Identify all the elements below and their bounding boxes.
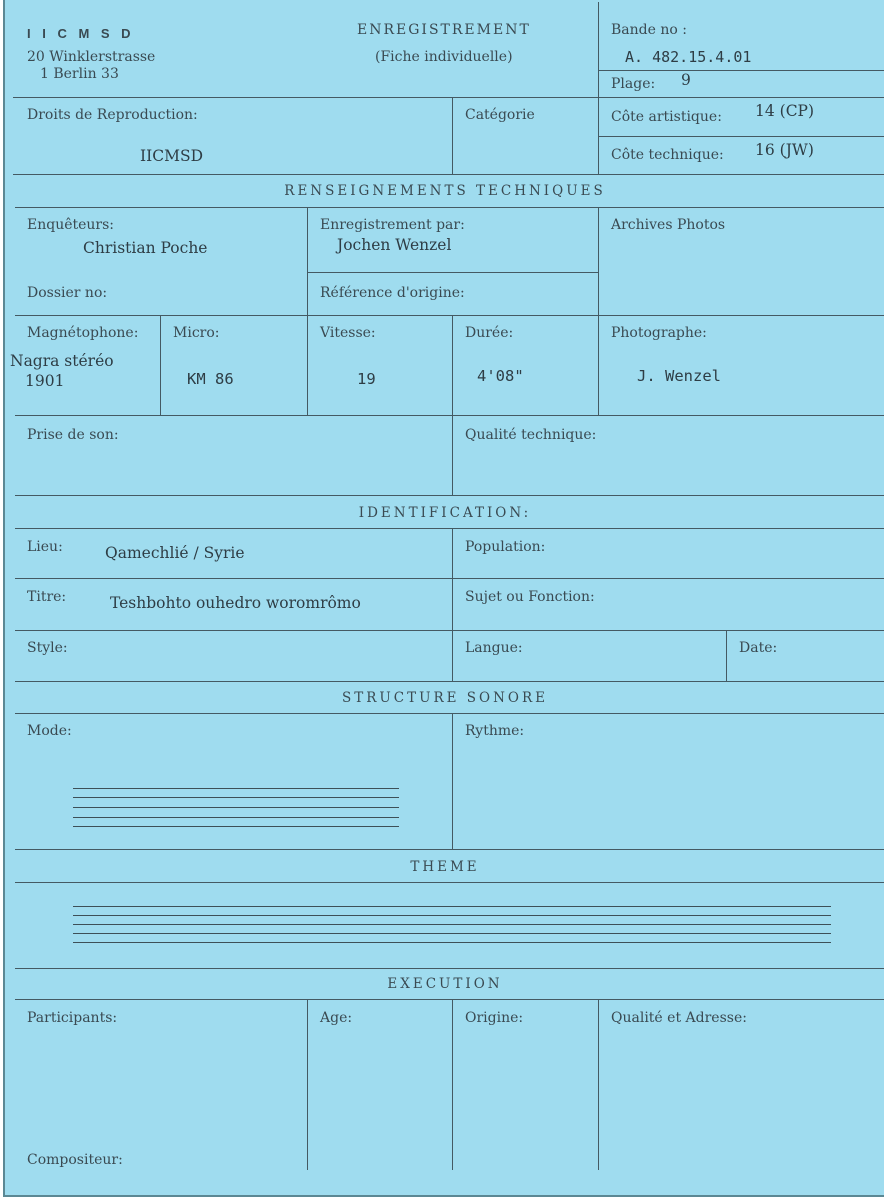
origine-label: Origine: [465, 1010, 524, 1026]
lieu-label: Lieu: [27, 539, 63, 555]
qualite-technique-label: Qualité technique: [465, 427, 597, 443]
section-theme: THEME [410, 859, 480, 875]
org-name: I I C M S D [27, 26, 135, 41]
photographe-value: J. Wenzel [637, 367, 721, 385]
enqueteurs-label: Enquêteurs: [27, 217, 115, 233]
address-line-2: 1 Berlin 33 [40, 66, 119, 82]
categorie-label: Catégorie [465, 107, 535, 123]
participants-label: Participants: [27, 1010, 118, 1026]
titre-value: Teshbohto ouhedro woromrômo [110, 594, 361, 612]
reference-origine-label: Référence d'origine: [320, 285, 465, 301]
lieu-value: Qamechlié / Syrie [105, 544, 245, 562]
form-subtitle: (Fiche individuelle) [375, 49, 513, 65]
bande-label: Bande no : [611, 22, 687, 38]
section-structure-sonore: STRUCTURE SONORE [341, 690, 549, 706]
age-label: Age: [320, 1010, 353, 1026]
langue-label: Langue: [465, 640, 523, 656]
droits-value: IICMSD [140, 147, 204, 165]
archives-photos-label: Archives Photos [611, 217, 726, 233]
micro-label: Micro: [173, 325, 220, 341]
plage-label: Plage: [611, 76, 656, 92]
enqueteurs-value: Christian Poche [83, 239, 208, 257]
population-label: Population: [465, 539, 546, 555]
mode-label: Mode: [27, 723, 72, 739]
vitesse-label: Vitesse: [320, 325, 376, 341]
magnetophone-label: Magnétophone: [27, 325, 139, 341]
duree-value: 4'08" [477, 367, 524, 385]
duree-label: Durée: [465, 325, 514, 341]
rythme-label: Rythme: [465, 723, 525, 739]
magnetophone-value-2: 1901 [25, 372, 65, 390]
date-label: Date: [739, 640, 778, 656]
micro-value: KM 86 [187, 370, 234, 388]
cote-artistique-value: 14 (CP) [755, 102, 815, 120]
compositeur-label: Compositeur: [27, 1152, 123, 1168]
form-title: ENREGISTREMENT [357, 22, 531, 38]
cote-artistique-label: Côte artistique: [611, 109, 722, 125]
section-execution: EXECUTION [387, 976, 503, 992]
titre-label: Titre: [27, 589, 67, 605]
enregistrement-par-label: Enregistrement par: [320, 217, 465, 233]
vitesse-value: 19 [357, 370, 376, 388]
style-label: Style: [27, 640, 68, 656]
dossier-label: Dossier no: [27, 285, 108, 301]
section-renseignements-techniques: RENSEIGNEMENTS TECHNIQUES [284, 183, 606, 199]
cote-technique-value: 16 (JW) [755, 141, 814, 159]
prise-de-son-label: Prise de son: [27, 427, 119, 443]
cote-technique-label: Côte technique: [611, 147, 724, 163]
bande-value: A. 482.15.4.01 [625, 48, 752, 66]
magnetophone-value-1: Nagra stéréo [10, 352, 114, 370]
droits-label: Droits de Reproduction: [27, 107, 198, 123]
enregistrement-par-value: Jochen Wenzel [337, 236, 452, 254]
qualite-adresse-label: Qualité et Adresse: [611, 1010, 747, 1026]
section-identification: IDENTIFICATION: [358, 505, 532, 521]
sujet-fonction-label: Sujet ou Fonction: [465, 589, 595, 605]
photographe-label: Photographe: [611, 325, 707, 341]
plage-value: 9 [681, 71, 691, 89]
address-line-1: 20 Winklerstrasse [27, 49, 156, 65]
recording-card [3, 0, 884, 1197]
